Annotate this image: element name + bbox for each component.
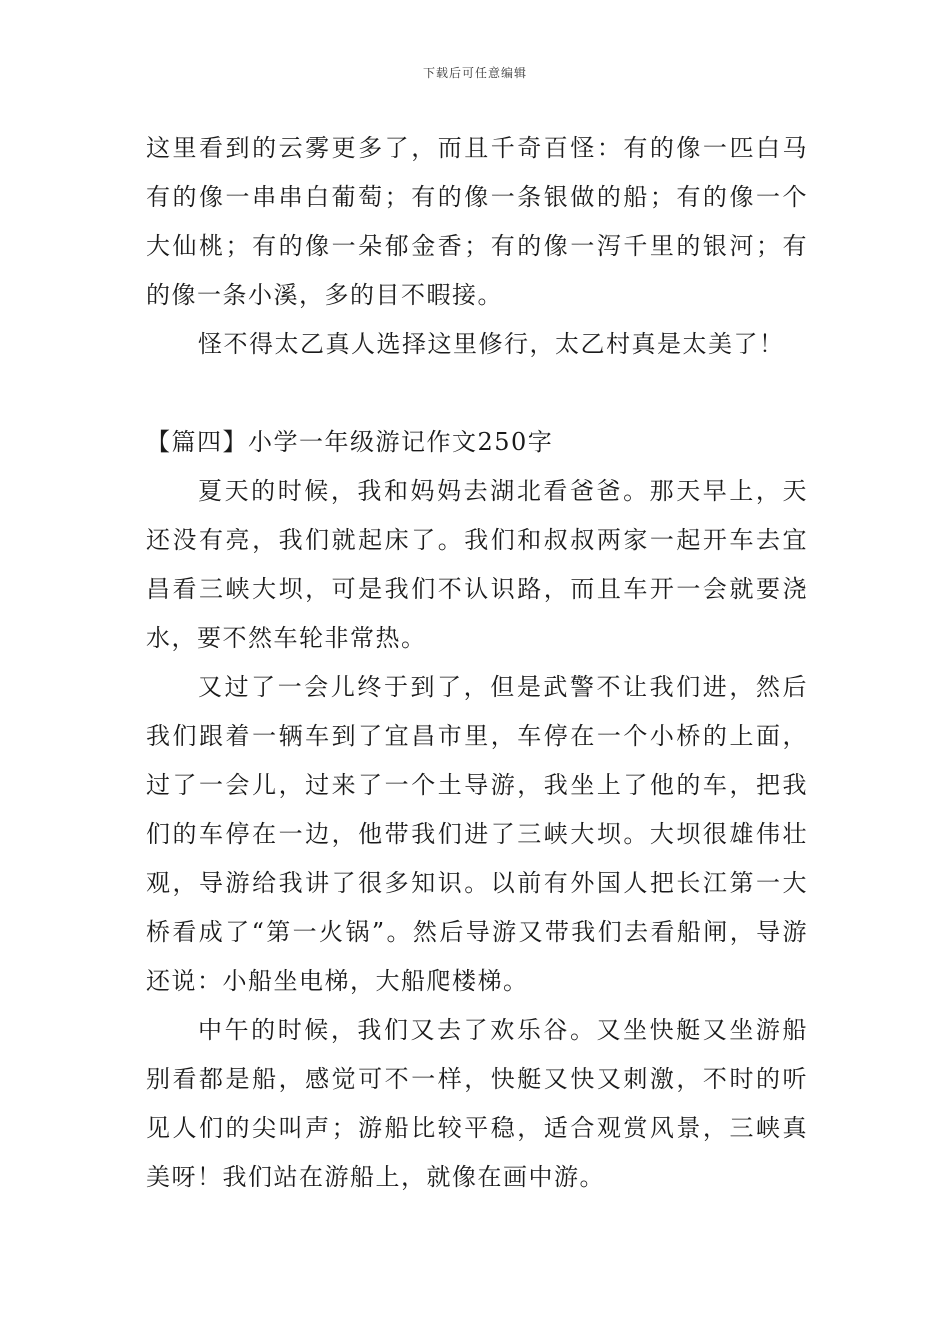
paragraph-dam: 又过了一会儿终于到了，但是武警不让我们进，然后我们跟着一辆车到了宜昌市里，车停在一个小桥的上面，过了一会儿，过来了一个土导游，我坐上了他的车，把我们的车停在一边，他带我们进了三峡大坝。大坝很雄伟壮观，导游给我讲了很多知识。以前有外国人把长江第一大桥看成了“第一火锅”。然后导游又带我们去看船闸，导游还说：小船坐电梯，大船爬楼梯。 — [146, 673, 808, 995]
paragraph-clouds: 这里看到的云雾更多了，而且千奇百怪：有的像一匹白马有的像一串串白葡萄；有的像一条银做的船；有的像一个大仙桃；有的像一朵郁金香；有的像一泻千里的银河；有的像一条小溪，多的目不暇接。 — [146, 134, 808, 309]
paragraph-noon: 中午的时候，我们又去了欢乐谷。又坐快艇又坐游船别看都是船，感觉可不一样，快艇又快又刺激，不时的听见人们的尖叫声；游船比较平稳，适合观赏风景，三峡真美呀！我们站在游船上，就像在画中游。 — [146, 1016, 808, 1191]
paragraph-taiyi: 怪不得太乙真人选择这里修行，太乙村真是太美了！ — [198, 330, 785, 358]
document-body — [146, 124, 808, 1202]
section-spacer — [146, 369, 808, 418]
page-header: 下载后可任意编辑 — [422, 66, 527, 80]
section-title: 【篇四】小学一年级游记作文250字 — [146, 428, 554, 456]
paragraph-summer: 夏天的时候，我和妈妈去湖北看爸爸。那天早上，天还没有亮，我们就起床了。我们和叔叔两家一起开车去宜昌看三峡大坝，可是我们不认识路，而且车开一会就要浇水，要不然车轮非常热。 — [146, 477, 808, 652]
